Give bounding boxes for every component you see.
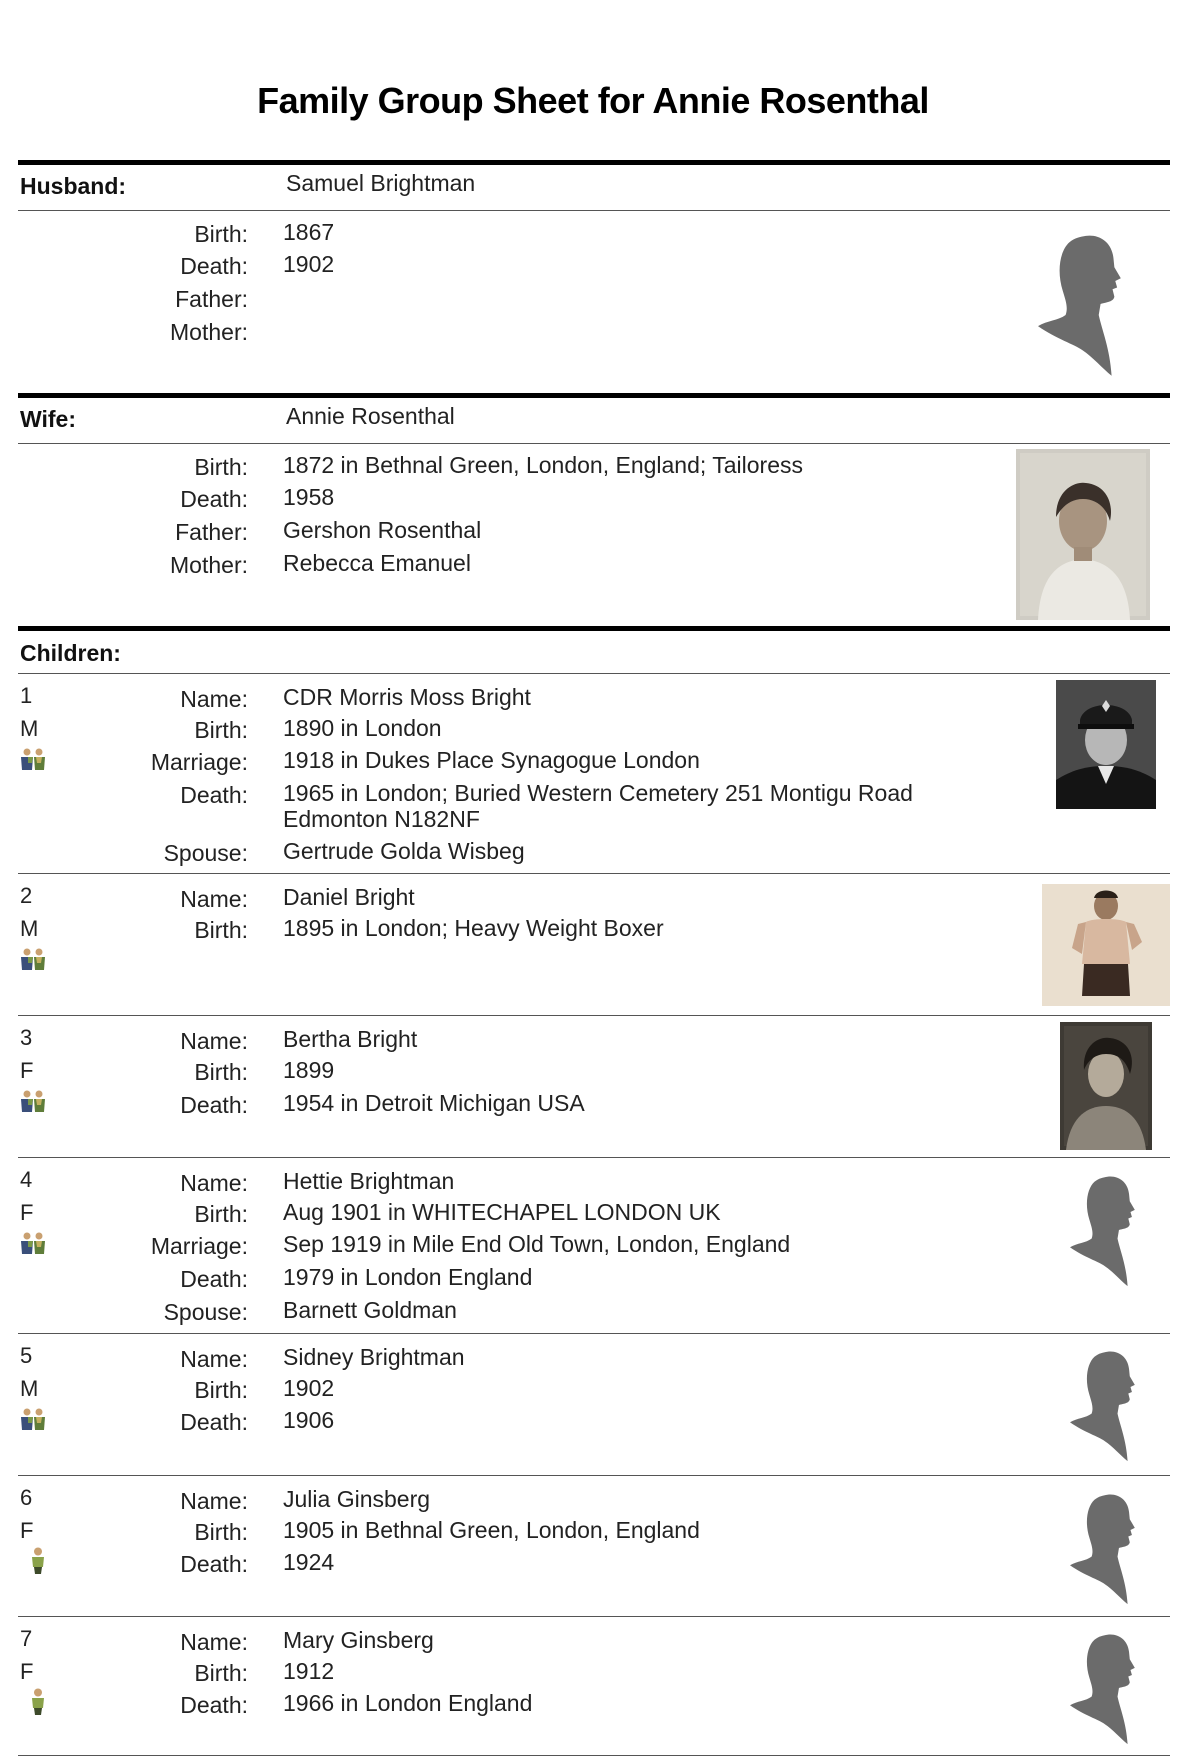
child-death: 1906 (283, 1407, 335, 1433)
child-name: Julia Ginsberg (283, 1486, 431, 1512)
child-marriage: 1918 in Dukes Place Synagogue London (283, 747, 700, 773)
child-name-label: Name: (180, 1488, 248, 1514)
child-3-photo (1060, 1022, 1152, 1150)
divider (18, 1475, 1170, 1476)
child-spouse-label: Spouse: (163, 840, 248, 866)
section-divider (18, 626, 1170, 631)
page-title: Family Group Sheet for Annie Rosenthal (257, 80, 929, 121)
wife-name: Annie Rosenthal (286, 403, 455, 429)
child-marriage: Sep 1919 in Mile End Old Town, London, England (283, 1231, 791, 1257)
child-birth: 1905 in Bethnal Green, London, England (283, 1517, 700, 1543)
child-sex: F (20, 1058, 34, 1083)
section-divider (18, 160, 1170, 165)
wife-father: Gershon Rosenthal (283, 517, 482, 543)
child-name-label: Name: (180, 1028, 248, 1054)
child-birth-label: Birth: (194, 1660, 248, 1686)
child-name-label: Name: (180, 1346, 248, 1372)
wife-birth: 1872 in Bethnal Green, London, England; Tailoress (283, 452, 804, 478)
divider (18, 1755, 1170, 1756)
wife-death: 1958 (283, 484, 335, 510)
child-name: Daniel Bright (283, 884, 415, 910)
couple-icon (18, 948, 48, 972)
husband-mother-label: Mother: (170, 319, 248, 345)
silhouette-icon (1070, 1628, 1142, 1748)
husband-name: Samuel Brightman (286, 170, 476, 196)
divider (18, 1616, 1170, 1617)
wife-death-label: Death: (180, 486, 248, 512)
child-birth-label: Birth: (194, 1377, 248, 1403)
child-death: 1924 (283, 1549, 335, 1575)
child-number: 4 (20, 1167, 33, 1192)
child-death-label: Death: (180, 1551, 248, 1577)
child-number: 3 (20, 1025, 33, 1050)
child-birth: 1890 in London (283, 715, 442, 741)
husband-birth: 1867 (283, 219, 335, 245)
child-name: Hettie Brightman (283, 1168, 455, 1194)
child-sex: M (20, 1376, 39, 1401)
child-name: CDR Morris Moss Bright (283, 684, 531, 710)
wife-mother: Rebecca Emanuel (283, 550, 471, 576)
child-2-photo (1042, 884, 1170, 1006)
child-sex: M (20, 916, 39, 941)
husband-birth-label: Birth: (194, 221, 248, 247)
husband-death: 1902 (283, 251, 335, 277)
child-birth: Aug 1901 in WHITECHAPEL LONDON UK (283, 1199, 721, 1225)
child-birth: 1912 (283, 1658, 335, 1684)
child-name: Bertha Bright (283, 1026, 418, 1052)
silhouette-icon (1038, 224, 1130, 384)
child-spouse-label: Spouse: (163, 1299, 248, 1325)
child-birth-label: Birth: (194, 1519, 248, 1545)
child-birth-label: Birth: (194, 717, 248, 743)
child-number: 1 (20, 683, 33, 708)
child-sex: F (20, 1659, 34, 1684)
divider (18, 1157, 1170, 1158)
child-birth: 1902 (283, 1375, 335, 1401)
divider (18, 873, 1170, 874)
child-death: 1954 in Detroit Michigan USA (283, 1090, 585, 1116)
child-number: 2 (20, 883, 33, 908)
wife-label: Wife: (20, 406, 77, 432)
child-death: 1965 in London; Buried Western Cemetery 251 Montigu Road (283, 780, 913, 806)
child-number: 6 (20, 1485, 33, 1510)
divider (18, 443, 1170, 444)
child-birth: 1895 in London; Heavy Weight Boxer (283, 915, 664, 941)
child-sex: F (20, 1200, 34, 1225)
child-name-label: Name: (180, 686, 248, 712)
divider (18, 210, 1170, 211)
child-death-label: Death: (180, 1409, 248, 1435)
child-number: 5 (20, 1343, 33, 1368)
child-name: Mary Ginsberg (283, 1627, 434, 1653)
child-birth-label: Birth: (194, 1059, 248, 1085)
divider (18, 1333, 1170, 1334)
wife-father-label: Father: (175, 519, 248, 545)
silhouette-icon (1070, 1345, 1142, 1465)
silhouette-icon (1070, 1170, 1142, 1290)
child-death-label: Death: (180, 1692, 248, 1718)
silhouette-icon (1070, 1488, 1142, 1608)
children-label: Children: (20, 640, 121, 666)
child-name: Sidney Brightman (283, 1344, 465, 1370)
child-spouse: Barnett Goldman (283, 1297, 457, 1323)
wife-birth-label: Birth: (194, 454, 248, 480)
child-number: 7 (20, 1626, 33, 1651)
child-death: 1966 in London England (283, 1690, 533, 1716)
child-name-label: Name: (180, 1170, 248, 1196)
section-divider (18, 393, 1170, 398)
husband-death-label: Death: (180, 253, 248, 279)
child-death: 1979 in London England (283, 1264, 533, 1290)
wife-mother-label: Mother: (170, 552, 248, 578)
divider (18, 1015, 1170, 1016)
child-birth-label: Birth: (194, 1201, 248, 1227)
wife-portrait-photo (1016, 449, 1150, 620)
child-sex: M (20, 716, 39, 741)
husband-father-label: Father: (175, 286, 248, 312)
child-name-label: Name: (180, 1629, 248, 1655)
child-name-label: Name: (180, 886, 248, 912)
child-marriage-label: Marriage: (150, 1233, 248, 1259)
child-1-photo (1056, 680, 1156, 809)
child-marriage-label: Marriage: (150, 749, 248, 775)
child-death-continued: Edmonton N182NF (283, 806, 480, 832)
child-birth: 1899 (283, 1057, 335, 1083)
child-death-label: Death: (180, 1266, 248, 1292)
child-birth-label: Birth: (194, 917, 248, 943)
child-sex: F (20, 1518, 34, 1543)
child-death-label: Death: (180, 1092, 248, 1118)
husband-label: Husband: (20, 173, 127, 199)
divider (18, 673, 1170, 674)
child-death-label: Death: (180, 782, 248, 808)
child-spouse: Gertrude Golda Wisbeg (283, 838, 525, 864)
